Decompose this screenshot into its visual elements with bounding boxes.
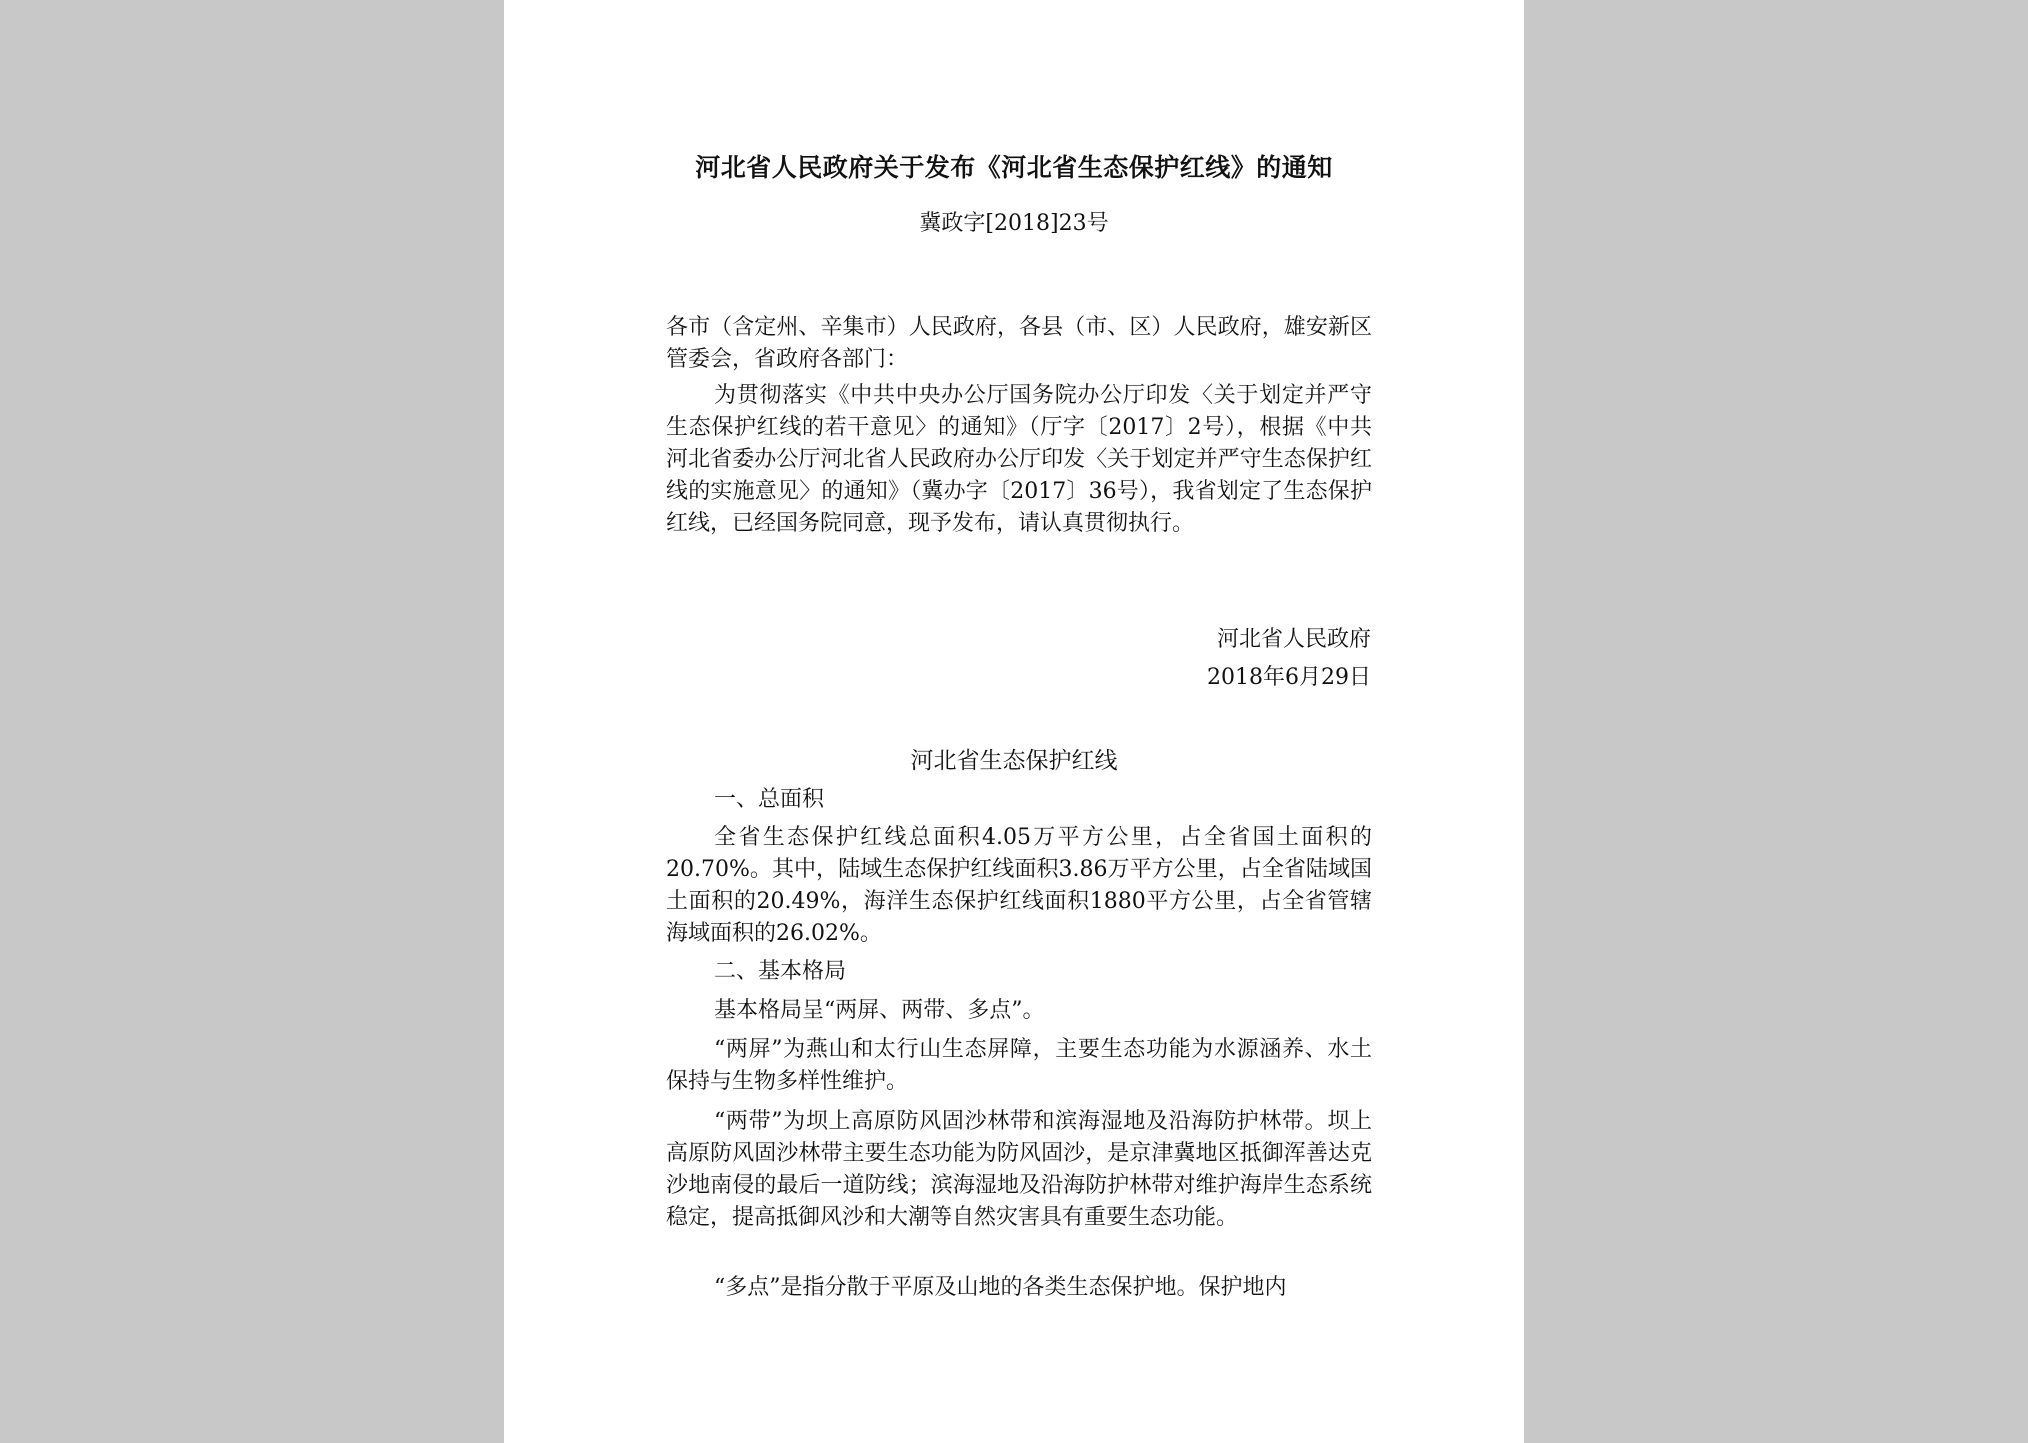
section-2-heading: 二、基本格局 — [714, 959, 847, 984]
addressee: 各市（含定州、辛集市）人民政府，各县（市、区）人民政府，雄安新区管委会，省政府各部门： — [666, 315, 1372, 372]
section-1-heading: 一、总面积 — [714, 787, 825, 812]
issue-date: 2018年6月29日 — [1207, 665, 1371, 690]
issuer: 河北省人民政府 — [1216, 627, 1371, 652]
section-2-intro: 基本格局呈“两屏、两带、多点”。 — [714, 998, 1045, 1023]
section-2-paragraph-2: “两带”为坝上高原防风固沙林带和滨海湿地及沿海防护林带。坝上高原防风固沙林带主要生态功能为防风固沙，是京津冀地区抵御浑善达克沙地南侵的最后一道防线；滨海湿地及沿海防护林带对维护海岸生态系统稳定，提高抵御风沙和大潮等自然灾害具有重要生态功能。 — [666, 1109, 1372, 1230]
intro-paragraph: 为贯彻落实《中共中央办公厅国务院办公厅印发〈关于划定并严守生态保护红线的若干意见〉的通知》（厅字〔2017〕2号），根据《中共河北省委办公厅河北省人民政府办公厅印发〈关于划定并严守生态保护红线的实施意见〉的通知》（冀办字〔2017〕36号），我省划定了生态保护红线，已经国务院同意，现予发布，请认真贯彻执行。 — [666, 383, 1372, 536]
attachment-title: 河北省生态保护红线 — [910, 748, 1118, 774]
section-2-paragraph-1: “两屏”为燕山和太行山生态屏障，主要生态功能为水源涵养、水土保持与生物多样性维护。 — [666, 1037, 1372, 1094]
section-1-text: 全省生态保护红线总面积4.05万平方公里，占全省国土面积的20.70%。其中，陆域生态保护红线面积3.86万平方公里，占全省陆域国土面积的20.49%，海洋生态保护红线面积1880平方公里，占全省管辖海域面积的26.02%。 — [666, 825, 1372, 946]
document-page — [504, 0, 1524, 1443]
document-number: 冀政字[2018]23号 — [919, 211, 1109, 236]
document-title: 河北省人民政府关于发布《河北省生态保护红线》的通知 — [695, 153, 1333, 182]
section-2-paragraph-3: “多点”是指分散于平原及山地的各类生态保护地。保护地内 — [714, 1275, 1287, 1300]
